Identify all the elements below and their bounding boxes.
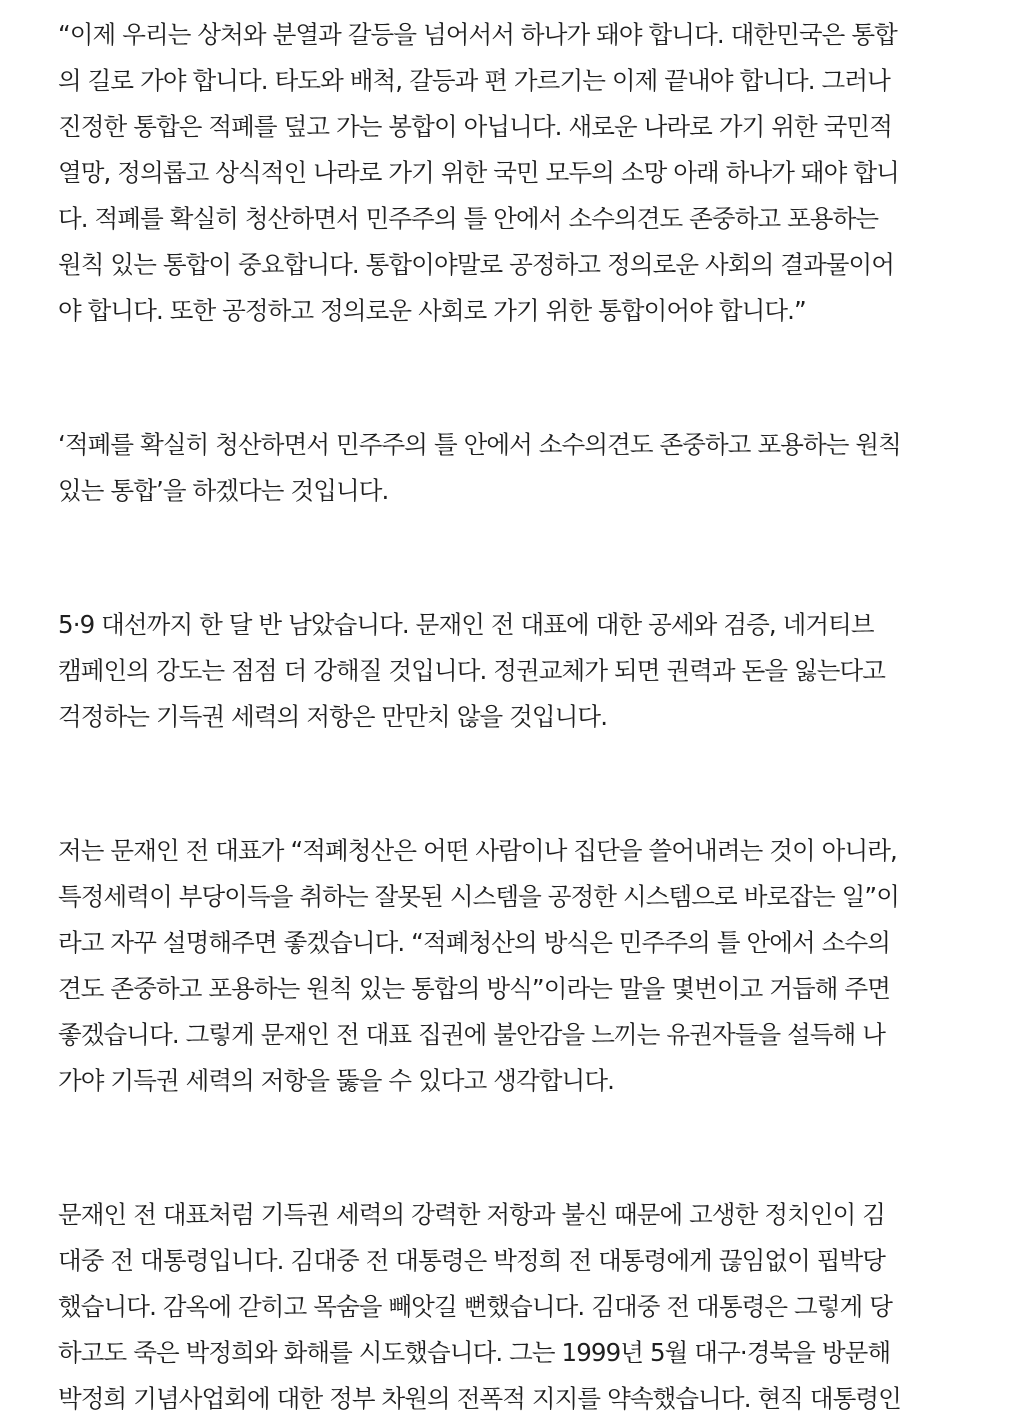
text-line: 캠페인의 강도는 점점 더 강해질 것입니다. 정권교체가 되면 권력과 돈을 잃는다고 bbox=[58, 656, 886, 685]
text-line: 원칙 있는 통합이 중요합니다. 통합이야말로 공정하고 정의로운 사회의 결과물이어 bbox=[58, 250, 895, 279]
text-line: 견도 존중하고 포용하는 원칙 있는 통합의 방식”이라는 말을 몇번이고 거듭해 주면 bbox=[58, 974, 890, 1003]
text-line: 진정한 통합은 적폐를 덮고 가는 봉합이 아닙니다. 새로운 나라로 가기 위한 국민적 bbox=[58, 112, 892, 141]
text-line: 문재인 전 대표처럼 기득권 세력의 강력한 저항과 불신 때문에 고생한 정치인이 김 bbox=[58, 1200, 886, 1229]
paragraph-history bbox=[58, 1192, 964, 1422]
text-line: 5·9 대선까지 한 달 반 남았습니다. 문재인 전 대표에 대한 공세와 검증, 네거티브 bbox=[58, 610, 874, 639]
text-line: 열망, 정의롭고 상식적인 나라로 가기 위한 국민 모두의 소망 아래 하나가 돼야 합니 bbox=[58, 158, 899, 187]
text-line: 다. 적폐를 확실히 청산하면서 민주주의 틀 안에서 소수의견도 존중하고 포용하는 bbox=[58, 204, 879, 233]
text-line: 박정희 기념사업회에 대한 정부 차원의 전폭적 지지를 약속했습니다. 현직 대통령인 bbox=[58, 1384, 901, 1413]
text-line: 가야 기득권 세력의 저항을 뚫을 수 있다고 생각합니다. bbox=[58, 1066, 614, 1095]
text-line: 걱정하는 기득권 세력의 저항은 만만치 않을 것입니다. bbox=[58, 702, 608, 731]
text-line: “이제 우리는 상처와 분열과 갈등을 넘어서서 하나가 돼야 합니다. 대한민국은 통합 bbox=[58, 20, 897, 49]
paragraph-election bbox=[58, 602, 964, 740]
text-line: 저는 문재인 전 대표가 “적폐청산은 어떤 사람이나 집단을 쓸어내려는 것이 아니라, bbox=[58, 836, 897, 865]
paragraph-suggestion bbox=[58, 828, 964, 1104]
text-line: 좋겠습니다. 그렇게 문재인 전 대표 집권에 불안감을 느끼는 유권자들을 설득해 나 bbox=[58, 1020, 886, 1049]
paragraph-quote bbox=[58, 12, 964, 334]
paragraph-summary bbox=[58, 422, 964, 514]
text-line: 의 길로 가야 합니다. 타도와 배척, 갈등과 편 가르기는 이제 끝내야 합니다. 그러나 bbox=[58, 66, 890, 95]
text-line: 했습니다. 감옥에 갇히고 목숨을 빼앗길 뻔했습니다. 김대중 전 대통령은 그렇게 당 bbox=[58, 1292, 892, 1321]
text-line: 특정세력이 부당이득을 취하는 잘못된 시스템을 공정한 시스템으로 바로잡는 일”이 bbox=[58, 882, 899, 911]
text-line: 라고 자꾸 설명해주면 좋겠습니다. “적폐청산의 방식은 민주주의 틀 안에서 소수의 bbox=[58, 928, 890, 957]
text-line: 있는 통합’을 하겠다는 것입니다. bbox=[58, 476, 389, 505]
text-line: 야 합니다. 또한 공정하고 정의로운 사회로 가기 위한 통합이어야 합니다.” bbox=[58, 296, 806, 325]
text-line: ‘적폐를 확실히 청산하면서 민주주의 틀 안에서 소수의견도 존중하고 포용하는 원칙 bbox=[58, 430, 901, 459]
text-line: 대중 전 대통령입니다. 김대중 전 대통령은 박정희 전 대통령에게 끊임없이 핍박당 bbox=[58, 1246, 886, 1275]
text-line: 하고도 죽은 박정희와 화해를 시도했습니다. 그는 1999년 5월 대구·경북을 방문해 bbox=[58, 1338, 891, 1367]
